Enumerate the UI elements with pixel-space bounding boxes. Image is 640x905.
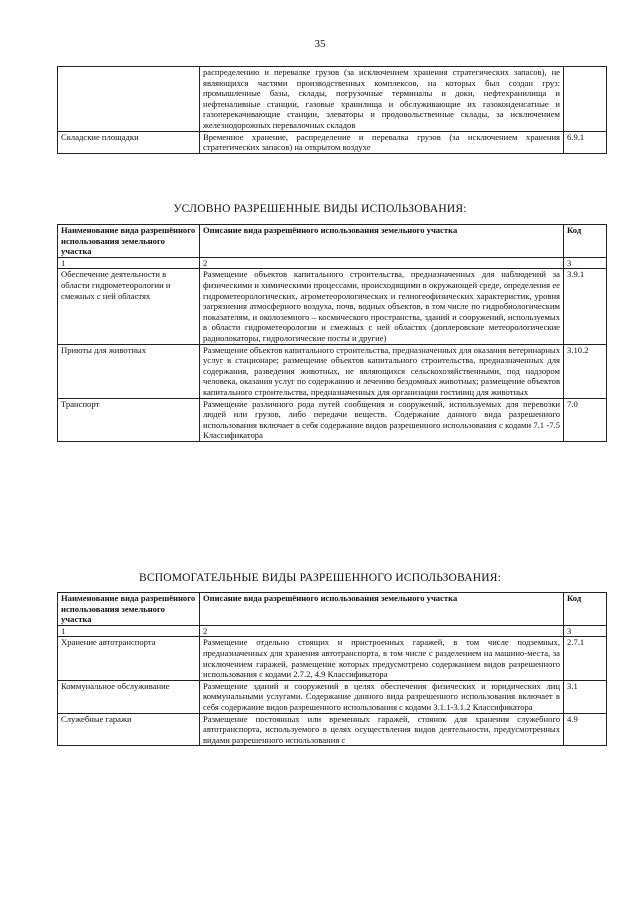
table-continuation: [57, 66, 607, 154]
table-auxiliary-uses: [57, 592, 607, 746]
table-row: [58, 344, 607, 398]
row-description: Размещение постоянных или временных гаражей, стоянок для хранения служебного автотранспорта, используемого в целях осуществления видов деятельности, предусмотренных видами разрешенного использования с: [200, 713, 564, 746]
row-name: Складские площадки: [58, 131, 200, 153]
index-2: 2: [200, 625, 564, 637]
table-conditional-uses: [57, 224, 607, 442]
section-title-auxiliary: ВСПОМОГАТЕЛЬНЫЕ ВИДЫ РАЗРЕШЕННОГО ИСПОЛЬЗОВАНИЯ:: [138, 572, 501, 584]
header-code: Код: [564, 593, 607, 626]
table-row: [58, 680, 607, 713]
table-index-row: [58, 257, 607, 269]
header-description: Описание вида разрешённого использования земельного участка: [200, 225, 564, 258]
table-row: [58, 131, 607, 153]
row-code: 7.0: [564, 398, 607, 441]
header-code: Код: [564, 225, 607, 258]
row-description: Временное хранение, распределение и перевалка грузов (за исключением хранения стратегических запасов) на открытом воздухе: [200, 131, 564, 153]
index-2: 2: [200, 257, 564, 269]
row-description: Размещение объектов капитального строительства, предназначенных для оказания ветеринарных услуг в стационаре; размещение объектов капитального строительства, предназначенных для содержания, разведения животных, не являющихся сельскохозяйственными, под надзором человека, оказания услуг по содержанию и лечению бездомных животных; размещение объектов капитального строительства, предназначенных для организации гостиниц для животных: [200, 344, 564, 398]
row-name: Хранение автотранспорта: [58, 637, 200, 680]
row-description: Размещение отдельно стоящих и пристроенных гаражей, в том числе подземных, предназначенных для хранения автотранспорта, в том числе с разделением на машино-места, за исключением гаражей, размещение которых предусмотрено содержанием видов разрешенного использования с кодами 2.7.2, 4.9 Классификатора: [200, 637, 564, 680]
table-header-row: [58, 225, 607, 258]
index-1: 1: [58, 625, 200, 637]
row-name: Приюты для животных: [58, 344, 200, 398]
table-row: [58, 67, 607, 132]
row-description: Размещение объектов капитального строительства, предназначенных для наблюдений за физическими и химическими процессами, происходящими в окружающей среде, определения ее гидрометеорологических, агрометеорологических и гелиогеофизических характеристик, уровня загрязнения атмосферного воздуха, почв, водных объектов, в том числе по гидробиологическим показателям, и околоземного – космического пространства, зданий и сооружений, используемых в области гидрометеорологии и смежных с ней областях (доплеровские метеорологические радиолокаторы, гидрологические посты и другие): [200, 269, 564, 344]
table-header-row: [58, 593, 607, 626]
table-row: [58, 637, 607, 680]
table-row: [58, 398, 607, 441]
header-name: Наименование вида разрешённого использования земельного участка: [58, 225, 200, 258]
row-code: 2.7.1: [564, 637, 607, 680]
row-code: 3.10.2: [564, 344, 607, 398]
row-name: Транспорт: [58, 398, 200, 441]
row-name: Служебные гаражи: [58, 713, 200, 746]
row-name: Коммунальное обслуживание: [58, 680, 200, 713]
index-3: 3: [564, 257, 607, 269]
table-row: [58, 713, 607, 746]
table-index-row: [58, 625, 607, 637]
row-code: 3.1: [564, 680, 607, 713]
row-description: распределению и перевалке грузов (за исключением хранения стратегических запасов), не являющихся частями производственных комплексов, на которых был создан груз: промышленные базы, склады, погрузочные терминалы и доки, нефтехранилища и нефтеналивные станции, газовые хранилища и обслуживающие их газоконденсатные и газоперекачивающие станции, элеваторы и продовольственные склады, за исключением железнодорожных перевалочных складов: [200, 67, 564, 132]
table-row: [58, 269, 607, 344]
page-number: 35: [314, 38, 326, 50]
section-title-conditional: УСЛОВНО РАЗРЕШЕННЫЕ ВИДЫ ИСПОЛЬЗОВАНИЯ:: [173, 203, 467, 215]
row-name: [58, 67, 200, 132]
index-1: 1: [58, 257, 200, 269]
row-code: 6.9.1: [564, 131, 607, 153]
row-code: [564, 67, 607, 132]
row-description: Размещение зданий и сооружений в целях обеспечения физических и юридических лиц коммунальными услугами. Содержание данного вида разрешенного использования включает в себя содержание видов разрешенного использования с кодами 3.1.1-3.1.2 Классификатора: [200, 680, 564, 713]
row-code: 3.9.1: [564, 269, 607, 344]
row-description: Размещение различного рода путей сообщения и сооружений, используемых для перевозки людей или грузов, либо передачи веществ. Содержание данного вида разрешенного использования включает в себя содержание видов разрешенного использования с кодами 7.1 -7.5 Классификатора: [200, 398, 564, 441]
header-name: Наименование вида разрешённого использования земельного участка: [58, 593, 200, 626]
index-3: 3: [564, 625, 607, 637]
row-name: Обеспечение деятельности в области гидрометеорологии и смежных с ней областях: [58, 269, 200, 344]
row-code: 4.9: [564, 713, 607, 746]
header-description: Описание вида разрешённого использования земельного участка: [200, 593, 564, 626]
